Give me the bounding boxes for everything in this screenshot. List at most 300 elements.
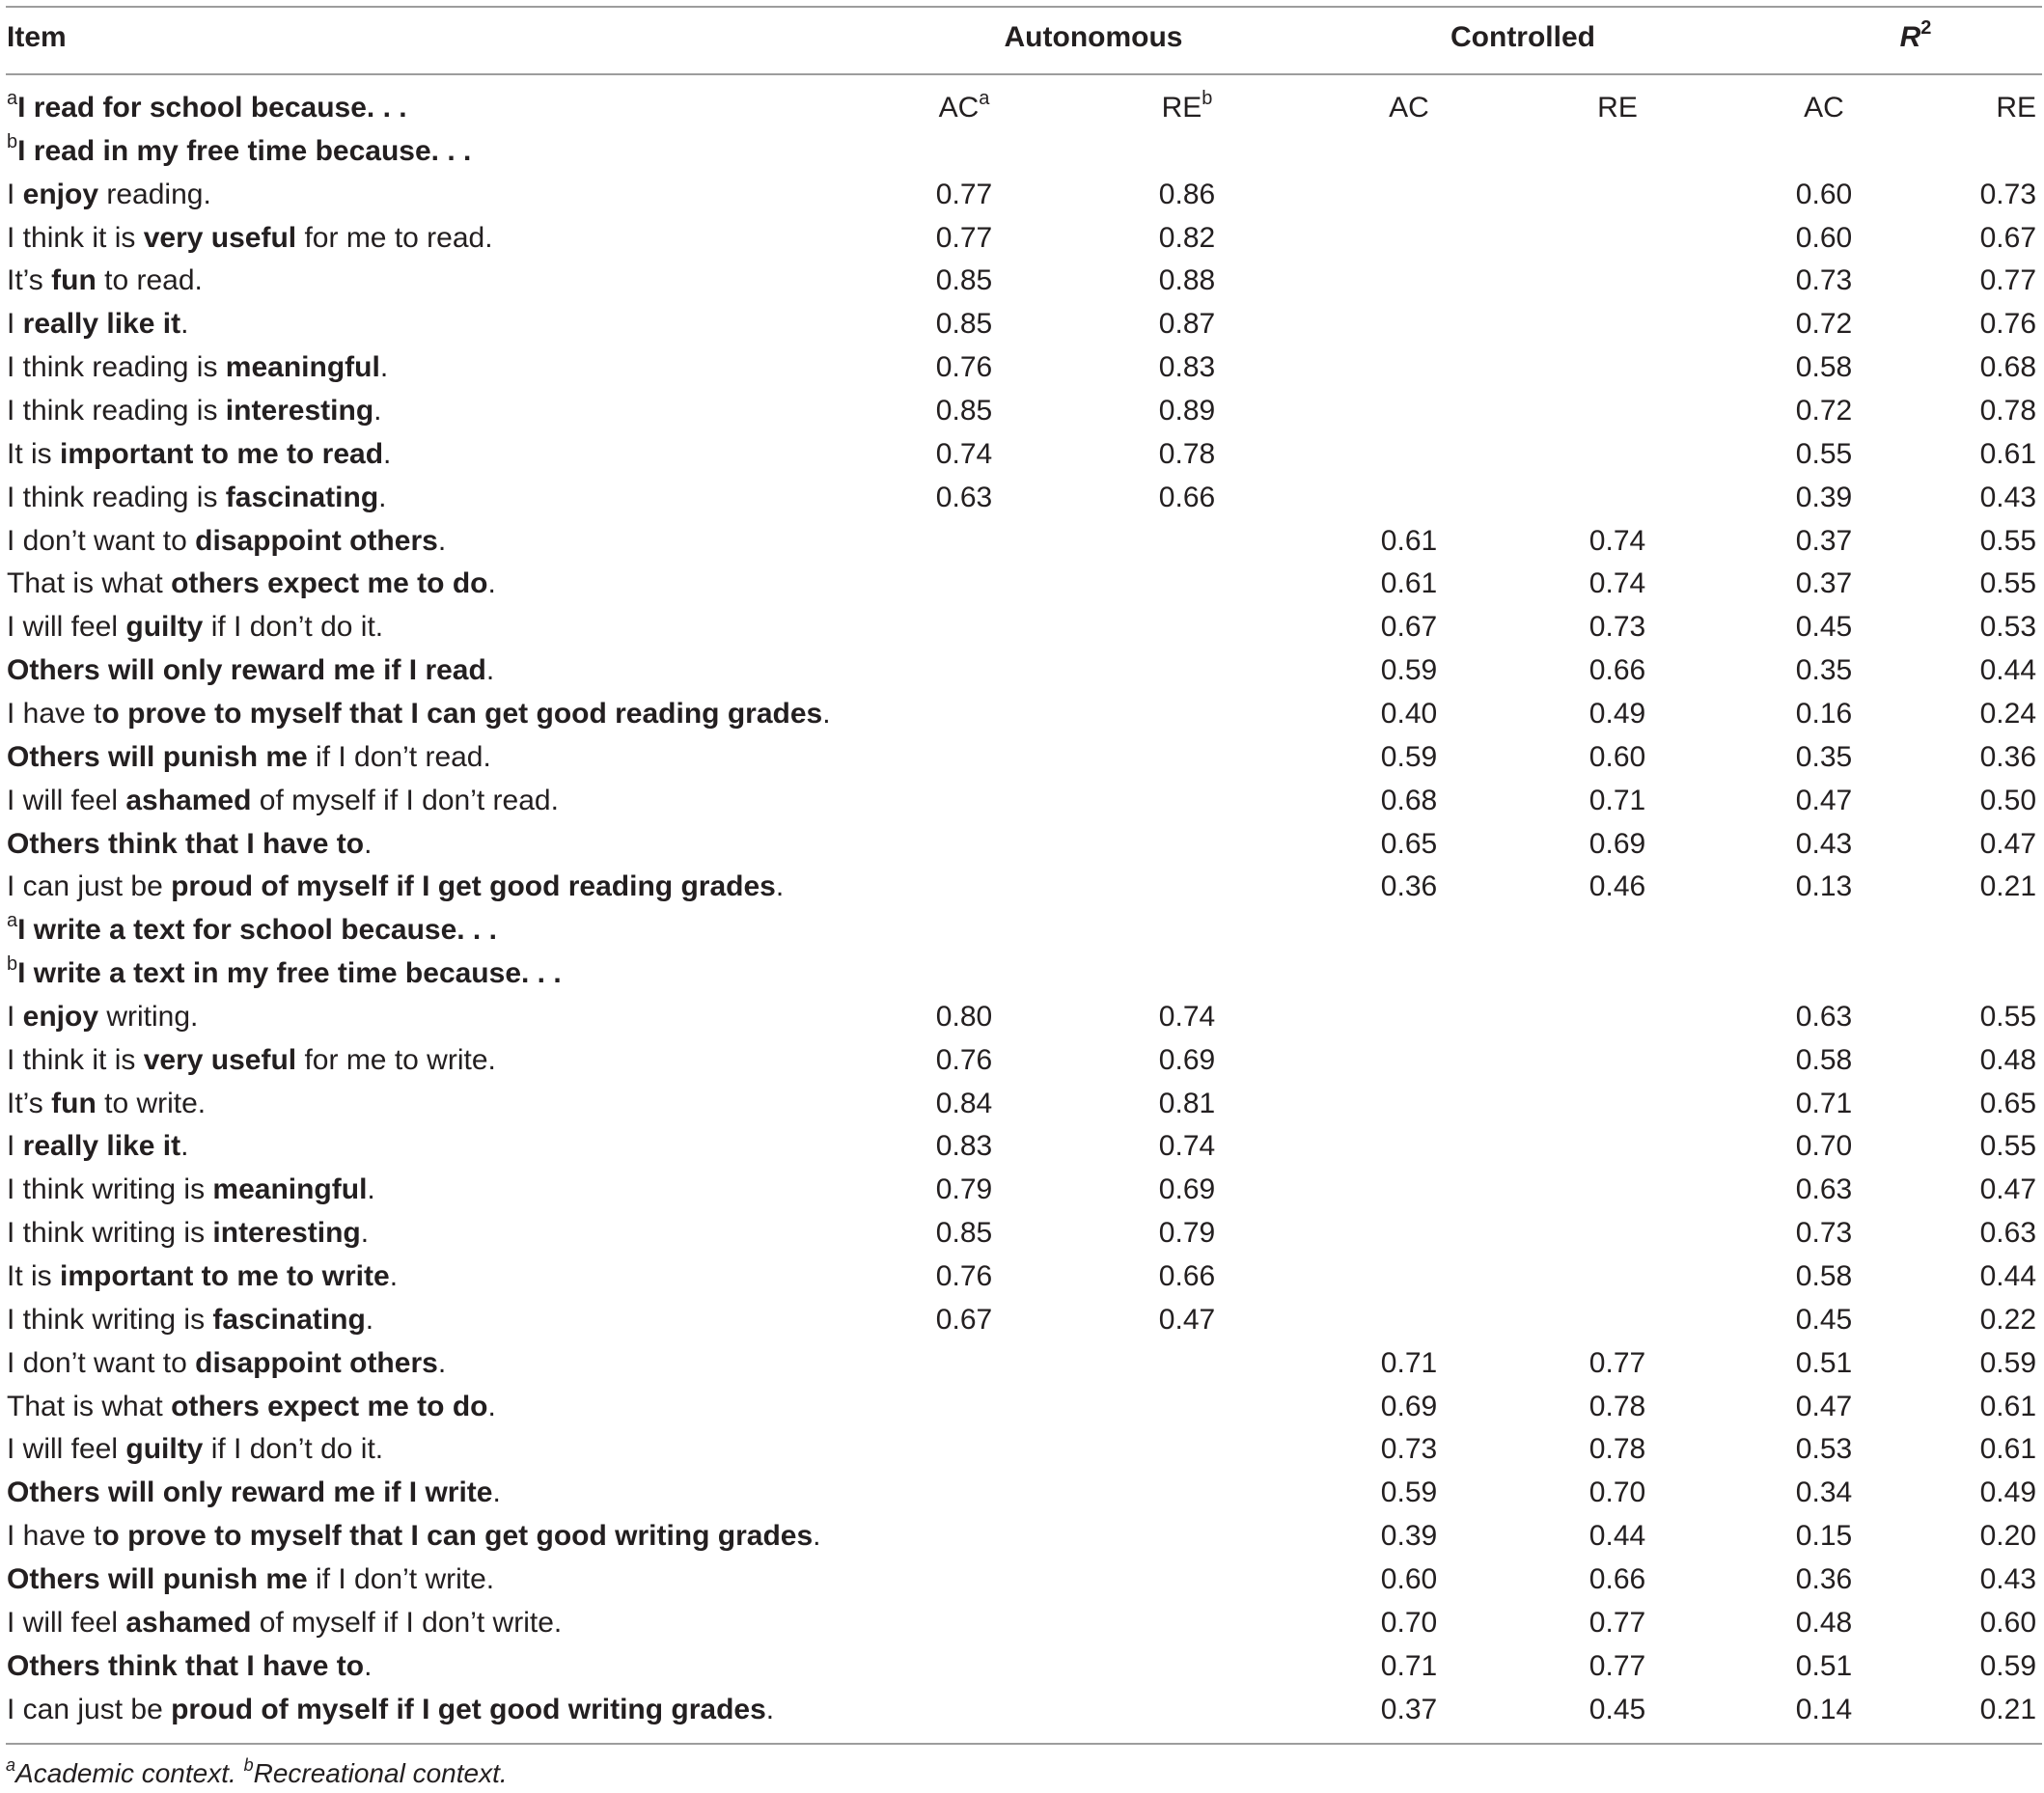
cell-controlled-ac: 0.61 [1380,567,1438,600]
item-plain: I think it is [7,1043,144,1076]
item-emphasis: fun [51,264,97,297]
cell-r2-ac: 0.37 [1795,524,1853,557]
cell-controlled-re: 0.73 [1588,611,1646,644]
item-text [7,648,494,692]
item-plain: . [813,1520,821,1552]
cell-r2-ac: 0.36 [1795,1562,1853,1595]
item-plain: . [485,654,495,687]
table-row [0,1082,2044,1125]
item-plain: . [364,827,373,860]
cell-r2-re: 0.55 [1979,1000,2036,1033]
cell-r2-ac: 0.73 [1795,264,1853,297]
cell-autonomous-re: 0.78 [1158,437,1216,470]
table-row [0,1038,2044,1082]
item-plain: That is what [7,1390,172,1422]
subheader-label: AC [1389,92,1429,124]
subheader-ac-a [939,86,990,129]
cell-controlled-ac: 0.36 [1380,870,1438,903]
top-rule [6,6,2042,8]
table-row [0,1211,2044,1255]
cell-controlled-re: 0.77 [1588,1346,1646,1379]
cell-r2-re: 0.65 [1979,1087,2036,1119]
cell-controlled-ac: 0.60 [1380,1562,1438,1595]
cell-controlled-ac: 0.71 [1380,1649,1438,1682]
subheader-re-r2 [1996,86,2036,129]
item-text [7,605,383,648]
cell-autonomous-re: 0.69 [1158,1173,1216,1206]
section-row [0,952,2044,995]
table-row [0,735,2044,779]
item-plain: if I don’t read. [307,740,491,773]
item-text [7,1558,494,1601]
cell-r2-re: 0.50 [1979,784,2036,816]
item-text [7,562,496,605]
item-plain: I will feel [7,1606,126,1639]
item-plain: It’s [7,1087,52,1119]
cell-controlled-re: 0.45 [1588,1693,1646,1725]
item-plain: writing. [98,1000,199,1033]
item-emphasis: enjoy [22,178,99,210]
cell-controlled-ac: 0.71 [1380,1346,1438,1379]
item-text [7,345,388,389]
cell-autonomous-re: 0.47 [1158,1303,1216,1336]
item-text [7,1298,373,1341]
item-text [7,1688,774,1731]
cell-r2-ac: 0.60 [1795,178,1853,210]
subheader-row [0,86,2044,129]
item-emphasis: others expect me to do [171,1390,488,1422]
cell-r2-re: 0.61 [1979,1390,2036,1422]
cell-r2-re: 0.59 [1979,1649,2036,1682]
cell-r2-ac: 0.60 [1795,221,1853,254]
cell-autonomous-re: 0.82 [1158,221,1216,254]
cell-controlled-ac: 0.65 [1380,827,1438,860]
cell-r2-ac: 0.39 [1795,481,1853,513]
cell-controlled-ac: 0.70 [1380,1606,1438,1639]
item-plain: . [492,1476,501,1509]
cell-autonomous-ac: 0.76 [935,1043,993,1076]
cell-controlled-ac: 0.73 [1380,1433,1438,1466]
table-row [0,1168,2044,1211]
item-text [7,1514,821,1558]
table-row [0,1255,2044,1298]
cell-autonomous-ac: 0.63 [935,481,993,513]
item-plain: . [775,870,785,903]
item-plain: I think reading is [7,481,226,513]
section-marker: a [7,910,18,932]
item-text [7,1601,562,1644]
item-plain: I think it is [7,221,144,254]
cell-r2-ac: 0.14 [1795,1693,1853,1725]
item-text [7,519,446,563]
table-row [0,1601,2044,1644]
subheader-label: AC [1804,92,1844,124]
cell-r2-re: 0.63 [1979,1217,2036,1250]
item-emphasis: ashamed [125,784,252,816]
cell-controlled-ac: 0.59 [1380,1476,1438,1509]
item-plain: reading. [98,178,211,210]
item-emphasis: interesting [212,1217,361,1250]
cell-r2-re: 0.77 [1979,264,2036,297]
cell-autonomous-re: 0.86 [1158,178,1216,210]
cell-r2-re: 0.55 [1979,1130,2036,1163]
table-row [0,1427,2044,1471]
cell-autonomous-re: 0.87 [1158,308,1216,341]
item-emphasis: guilty [125,611,204,644]
section-row [0,908,2044,952]
cell-controlled-ac: 0.59 [1380,740,1438,773]
cell-autonomous-re: 0.74 [1158,1000,1216,1033]
cell-r2-re: 0.60 [1979,1606,2036,1639]
cell-r2-ac: 0.35 [1795,654,1853,687]
item-emphasis: really like it [22,1130,181,1163]
cell-controlled-ac: 0.67 [1380,611,1438,644]
cell-autonomous-ac: 0.83 [935,1130,993,1163]
subheader-re-b [1162,86,1213,129]
section-heading [7,129,471,173]
item-text [7,389,382,432]
cell-r2-ac: 0.51 [1795,1649,1853,1682]
cell-controlled-re: 0.78 [1588,1433,1646,1466]
cell-r2-ac: 0.72 [1795,308,1853,341]
item-plain: I will feel [7,611,126,644]
table-row [0,1341,2044,1385]
cell-autonomous-ac: 0.85 [935,394,993,427]
cell-r2-re: 0.47 [1979,1173,2036,1206]
cell-r2-re: 0.78 [1979,394,2036,427]
table-row [0,1644,2044,1688]
cell-r2-ac: 0.63 [1795,1000,1853,1033]
footnote [6,1754,508,1793]
item-emphasis: very useful [143,1043,297,1076]
item-emphasis: fascinating [225,481,379,513]
cell-r2-re: 0.67 [1979,221,2036,254]
cell-r2-ac: 0.34 [1795,1476,1853,1509]
cell-controlled-re: 0.74 [1588,567,1646,600]
cell-autonomous-re: 0.66 [1158,1260,1216,1292]
item-plain: to read. [96,264,203,297]
table-row [0,865,2044,908]
item-emphasis: Others think that I have to [7,827,365,860]
item-plain: I [7,178,23,210]
item-plain: . [367,1173,375,1206]
item-emphasis: o prove to myself that I can get good writing grades [101,1520,814,1552]
cell-controlled-re: 0.74 [1588,524,1646,557]
table-row [0,345,2044,389]
item-plain: That is what [7,567,172,600]
table-row [0,779,2044,822]
cell-autonomous-ac: 0.79 [935,1173,993,1206]
cell-r2-re: 0.22 [1979,1303,2036,1336]
item-emphasis: enjoy [22,1000,99,1033]
cell-controlled-re: 0.69 [1588,827,1646,860]
item-plain: for me to write. [296,1043,496,1076]
cell-r2-re: 0.73 [1979,178,2036,210]
item-text [7,1341,446,1385]
cell-r2-re: 0.59 [1979,1346,2036,1379]
item-plain: I think writing is [7,1303,213,1336]
cell-controlled-ac: 0.68 [1380,784,1438,816]
cell-autonomous-ac: 0.74 [935,437,993,470]
cell-autonomous-re: 0.69 [1158,1043,1216,1076]
section-marker: a [7,88,18,109]
cell-controlled-re: 0.44 [1588,1520,1646,1552]
cell-autonomous-ac: 0.76 [935,351,993,384]
cell-r2-ac: 0.70 [1795,1130,1853,1163]
item-plain: . [180,1130,189,1163]
item-plain: if I don’t do it. [203,1433,384,1466]
header-item: Item [7,21,67,53]
cell-autonomous-ac: 0.77 [935,221,993,254]
item-plain: . [437,1346,447,1379]
cell-r2-re: 0.49 [1979,1476,2036,1509]
item-emphasis: really like it [22,308,181,341]
item-plain: if I don’t do it. [203,611,384,644]
item-plain: . [365,1303,374,1336]
footnote-a-marker: a [6,1754,16,1775]
cell-r2-re: 0.61 [1979,1433,2036,1466]
cell-r2-re: 0.43 [1979,481,2036,513]
item-emphasis: proud of myself if I get good writing grades [171,1693,766,1725]
cell-controlled-re: 0.77 [1588,1649,1646,1682]
cell-r2-ac: 0.48 [1795,1606,1853,1639]
item-plain: It is [7,1260,61,1292]
item-text [7,779,559,822]
cell-autonomous-ac: 0.80 [935,1000,993,1033]
cell-r2-re: 0.24 [1979,697,2036,730]
subheader-label: RE [1996,92,2036,124]
table-row [0,1298,2044,1341]
table-row [0,1124,2044,1168]
table-row [0,822,2044,866]
table-row [0,1471,2044,1514]
cell-r2-ac: 0.43 [1795,827,1853,860]
item-plain: to write. [96,1087,207,1119]
item-plain: if I don’t write. [307,1562,495,1595]
subheader-ac-r2 [1804,86,1844,129]
table-row [0,432,2044,476]
cell-r2-ac: 0.35 [1795,740,1853,773]
item-plain: . [487,567,496,600]
header-rule [6,73,2042,75]
subheader-label: AC [938,92,980,124]
item-text [7,735,491,779]
item-text [7,1427,383,1471]
section-heading [7,908,497,952]
cell-r2-ac: 0.13 [1795,870,1853,903]
cell-autonomous-re: 0.74 [1158,1130,1216,1163]
item-plain: . [389,1260,399,1292]
cell-r2-re: 0.44 [1979,1260,2036,1292]
cell-autonomous-re: 0.66 [1158,481,1216,513]
cell-r2-ac: 0.58 [1795,1043,1853,1076]
footnote-a-text: Academic context. [15,1758,236,1788]
item-plain: of myself if I don’t write. [251,1606,563,1639]
item-text [7,995,198,1038]
item-emphasis: I write a text in my free time because. . . [17,957,562,989]
table-row [0,995,2044,1038]
cell-controlled-ac: 0.39 [1380,1520,1438,1552]
header-controlled: Controlled [1450,21,1595,53]
bottom-rule [6,1743,2042,1745]
cell-r2-ac: 0.15 [1795,1520,1853,1552]
cell-controlled-re: 0.46 [1588,870,1646,903]
cell-r2-re: 0.48 [1979,1043,2036,1076]
item-text [7,692,831,735]
cell-controlled-ac: 0.37 [1380,1693,1438,1725]
cell-autonomous-re: 0.81 [1158,1087,1216,1119]
cell-r2-ac: 0.37 [1795,567,1853,600]
table-row [0,605,2044,648]
cell-r2-re: 0.20 [1979,1520,2036,1552]
cell-r2-ac: 0.45 [1795,611,1853,644]
table-row [0,648,2044,692]
item-plain: for me to read. [296,221,493,254]
r2-letter: R [1899,21,1921,53]
cell-autonomous-ac: 0.84 [935,1087,993,1119]
item-emphasis: fun [51,1087,97,1119]
cell-controlled-re: 0.60 [1588,740,1646,773]
cell-autonomous-ac: 0.77 [935,178,993,210]
cell-r2-ac: 0.58 [1795,351,1853,384]
section-marker: b [7,953,18,975]
item-emphasis: meaningful [225,351,380,384]
item-plain: I don’t want to [7,1346,196,1379]
cell-r2-ac: 0.72 [1795,394,1853,427]
item-emphasis: very useful [143,221,297,254]
cell-r2-ac: 0.55 [1795,437,1853,470]
item-plain: . [180,308,189,341]
subheader-label: RE [1597,92,1638,124]
cell-r2-ac: 0.51 [1795,1346,1853,1379]
cell-controlled-re: 0.70 [1588,1476,1646,1509]
header-r-squared [1900,15,1932,59]
cell-r2-re: 0.53 [1979,611,2036,644]
item-text [7,865,784,908]
item-emphasis: meaningful [212,1173,368,1206]
cell-controlled-re: 0.71 [1588,784,1646,816]
item-plain: I will feel [7,784,126,816]
cell-r2-ac: 0.53 [1795,1433,1853,1466]
item-plain: I can just be [7,1693,172,1725]
item-plain: . [487,1390,496,1422]
cell-r2-ac: 0.58 [1795,1260,1853,1292]
cell-controlled-re: 0.78 [1588,1390,1646,1422]
item-plain: I think reading is [7,394,226,427]
table-row [0,1385,2044,1428]
item-emphasis: Others will punish me [7,1562,308,1595]
item-plain: . [378,481,387,513]
table-row [0,476,2044,519]
item-emphasis: I read in my free time because. . . [17,134,472,167]
item-text [7,216,493,260]
cell-r2-ac: 0.47 [1795,1390,1853,1422]
cell-controlled-ac: 0.69 [1380,1390,1438,1422]
header-autonomous: Autonomous [1004,21,1183,53]
item-text [7,1471,501,1514]
item-plain: . [383,437,392,470]
cell-r2-ac: 0.73 [1795,1217,1853,1250]
item-emphasis: o prove to myself that I can get good reading grades [101,697,823,730]
cell-controlled-re: 0.77 [1588,1606,1646,1639]
item-plain: I think reading is [7,351,226,384]
table-row [0,519,2044,563]
item-emphasis: important to me to write [60,1260,390,1292]
cell-r2-ac: 0.16 [1795,697,1853,730]
item-plain: I have t [7,1520,102,1552]
cell-r2-re: 0.68 [1979,351,2036,384]
cell-r2-re: 0.21 [1979,870,2036,903]
item-plain: . [765,1693,775,1725]
item-text [7,1644,372,1688]
section-heading [7,86,407,129]
item-plain: I [7,1000,23,1033]
item-plain: I don’t want to [7,524,196,557]
item-plain: . [822,697,831,730]
item-emphasis: Others will punish me [7,740,308,773]
subheader-superscript: b [1202,88,1213,109]
item-plain: . [373,394,382,427]
item-emphasis: guilty [125,1433,204,1466]
footnote-b-text: Recreational context. [253,1758,508,1788]
subheader-label: RE [1161,92,1202,124]
cell-autonomous-ac: 0.67 [935,1303,993,1336]
cell-controlled-re: 0.66 [1588,1562,1646,1595]
item-text [7,1211,369,1255]
item-emphasis: I write a text for school because. . . [17,914,497,947]
item-plain: I will feel [7,1433,126,1466]
cell-r2-ac: 0.45 [1795,1303,1853,1336]
item-plain: It is [7,437,61,470]
item-emphasis: disappoint others [195,1346,438,1379]
cell-r2-ac: 0.47 [1795,784,1853,816]
section-row [0,129,2044,173]
item-text [7,1255,398,1298]
r2-superscript: 2 [1920,17,1932,39]
table-row [0,389,2044,432]
item-text [7,1168,375,1211]
cell-controlled-ac: 0.61 [1380,524,1438,557]
item-text [7,1038,496,1082]
table-row [0,1688,2044,1731]
table-row [0,302,2044,345]
cell-r2-re: 0.43 [1979,1562,2036,1595]
item-plain: . [364,1649,373,1682]
section-text: I read for school because. . . [17,92,407,124]
table-row [0,562,2044,605]
footnote-b-marker: b [243,1754,254,1775]
cell-autonomous-re: 0.88 [1158,264,1216,297]
item-emphasis: Others will only reward me if I write [7,1476,493,1509]
cell-controlled-re: 0.66 [1588,654,1646,687]
cell-r2-re: 0.55 [1979,524,2036,557]
item-emphasis: ashamed [125,1606,252,1639]
cell-autonomous-re: 0.89 [1158,394,1216,427]
cell-autonomous-re: 0.83 [1158,351,1216,384]
item-plain: I [7,1130,23,1163]
cell-autonomous-ac: 0.85 [935,1217,993,1250]
item-emphasis: others expect me to do [171,567,488,600]
table-row [0,1514,2044,1558]
table-row [0,173,2044,216]
item-text [7,259,203,302]
item-emphasis: Others will only reward me if I read [7,654,486,687]
table-row [0,259,2044,302]
item-plain: . [379,351,389,384]
subheader-ac-ctrl [1389,86,1429,129]
cell-autonomous-ac: 0.85 [935,308,993,341]
cell-r2-re: 0.44 [1979,654,2036,687]
